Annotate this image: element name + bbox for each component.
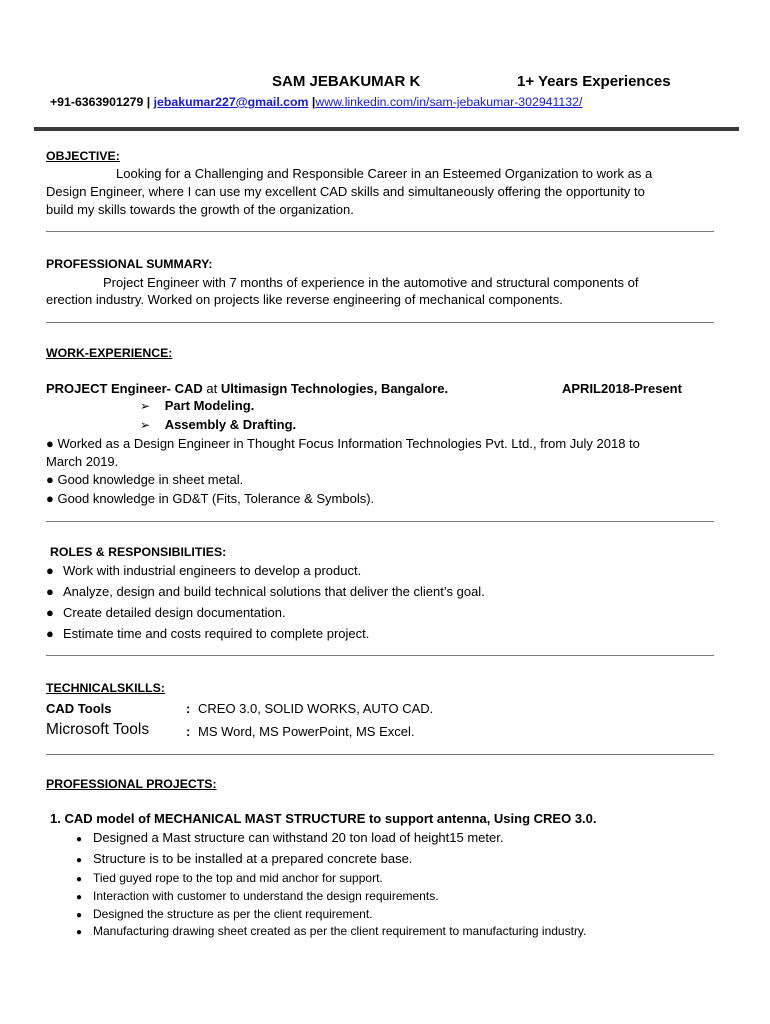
email-link[interactable]: jebakumar227@gmail.com <box>153 95 309 109</box>
bullet-icon: ● <box>46 584 54 599</box>
section-divider <box>46 322 714 323</box>
bullet-icon: ● <box>76 927 83 938</box>
project-item-text: Structure is to be installed at a prepared concrete base. <box>93 851 413 866</box>
contact-separator: | <box>311 95 316 109</box>
project-item-text: Designed a Mast structure can withstand 20 ton load of height15 meter. <box>93 830 504 845</box>
project-item-text: Interaction with customer to understand the design requirements. <box>93 889 439 903</box>
projects-heading: PROFESSIONAL PROJECTS: <box>46 777 217 791</box>
skills-colon: : <box>186 724 191 739</box>
work-heading: WORK-EXPERIENCE: <box>46 346 173 360</box>
project-item <box>76 871 383 885</box>
section-divider <box>46 754 714 755</box>
work-bullet-1-cont: March 2019. <box>46 454 119 469</box>
experience-summary: 1+ Years Experiences <box>517 73 671 90</box>
roles-item-text: Estimate time and costs required to complete project. <box>63 626 370 641</box>
roles-item <box>46 584 485 599</box>
candidate-name: SAM JEBAKUMAR K <box>272 73 421 90</box>
work-bullet-1: ● Worked as a Design Engineer in Thought Focus Information Technologies Pvt. Ltd., from July 2018 to <box>46 436 640 451</box>
job-at: at <box>202 381 221 396</box>
roles-item-text: Analyze, design and build technical solutions that deliver the client’s goal. <box>63 584 485 599</box>
summary-heading: PROFESSIONAL SUMMARY: <box>46 257 213 271</box>
project-item <box>76 889 439 903</box>
summary-line-1: Project Engineer with 7 months of experience in the automotive and structural components of <box>103 275 639 290</box>
bullet-icon: ● <box>76 874 83 885</box>
cad-tools-label: CAD Tools <box>46 701 112 716</box>
job-title-line <box>46 381 448 396</box>
linkedin-link[interactable]: www.linkedin.com/in/sam-jebakumar-302941132/ <box>315 95 583 109</box>
work-bullet-3: ● Good knowledge in GD&T (Fits, Tolerance & Symbols). <box>46 491 375 506</box>
bullet-icon: ● <box>76 834 83 845</box>
header-divider <box>34 127 739 131</box>
subitem-label: Assembly & Drafting. <box>164 417 297 432</box>
arrow-icon: ➢ <box>140 399 151 413</box>
project-item <box>76 830 504 845</box>
phone-number: +91-6363901279 | <box>50 95 151 109</box>
job-date: APRIL2018-Present <box>562 381 682 396</box>
cad-tools-value: CREO 3.0, SOLID WORKS, AUTO CAD. <box>198 701 434 716</box>
section-divider <box>46 655 714 656</box>
project-item-text: Designed the structure as per the client requirement. <box>93 907 373 921</box>
roles-item <box>46 626 370 641</box>
project-item <box>76 851 413 866</box>
job-role: PROJECT Engineer- CAD <box>46 381 203 396</box>
objective-line-1: Looking for a Challenging and Responsible Career in an Esteemed Organization to work as a <box>116 166 653 181</box>
project-item-text: Tied guyed rope to the top and mid anchor for support. <box>93 871 383 885</box>
ms-tools-label: Microsoft Tools <box>46 721 150 738</box>
skills-heading: TECHNICALSKILLS: <box>46 681 165 695</box>
project-title: 1. CAD model of MECHANICAL MAST STRUCTURE to support antenna, Using CREO 3.0. <box>50 811 597 826</box>
roles-item <box>46 605 286 620</box>
section-divider <box>46 231 714 232</box>
roles-item <box>46 563 362 578</box>
project-item <box>76 907 373 921</box>
bullet-icon: ● <box>76 892 83 903</box>
skills-colon: : <box>186 701 191 716</box>
roles-item-text: Create detailed design documentation. <box>63 605 286 620</box>
subitem-1 <box>140 398 254 413</box>
roles-heading: ROLES & RESPONSIBILITIES: <box>50 545 227 559</box>
project-item-text: Manufacturing drawing sheet created as per the client requirement to manufacturing industry. <box>93 924 587 938</box>
subitem-label: Part Modeling. <box>164 398 255 413</box>
ms-tools-value: MS Word, MS PowerPoint, MS Excel. <box>198 724 415 739</box>
roles-item-text: Work with industrial engineers to develop a product. <box>63 563 362 578</box>
bullet-icon: ● <box>76 910 83 921</box>
arrow-icon: ➢ <box>140 418 151 432</box>
job-company: Ultimasign Technologies, Bangalore. <box>220 381 449 396</box>
subitem-2 <box>140 417 296 432</box>
objective-line-3: build my skills towards the growth of the organization. <box>46 202 354 217</box>
bullet-icon: ● <box>46 605 54 620</box>
contact-line <box>50 95 582 109</box>
project-item <box>76 924 587 938</box>
work-bullet-2: ● Good knowledge in sheet metal. <box>46 472 244 487</box>
objective-heading: OBJECTIVE: <box>46 149 120 163</box>
bullet-icon: ● <box>46 626 54 641</box>
bullet-icon: ● <box>46 563 54 578</box>
bullet-icon: ● <box>76 855 83 866</box>
objective-line-2: Design Engineer, where I can use my excellent CAD skills and simultaneously offering the opportunity to <box>46 184 645 199</box>
summary-line-2: erection industry. Worked on projects like reverse engineering of mechanical components. <box>46 292 563 307</box>
section-divider <box>46 521 714 522</box>
